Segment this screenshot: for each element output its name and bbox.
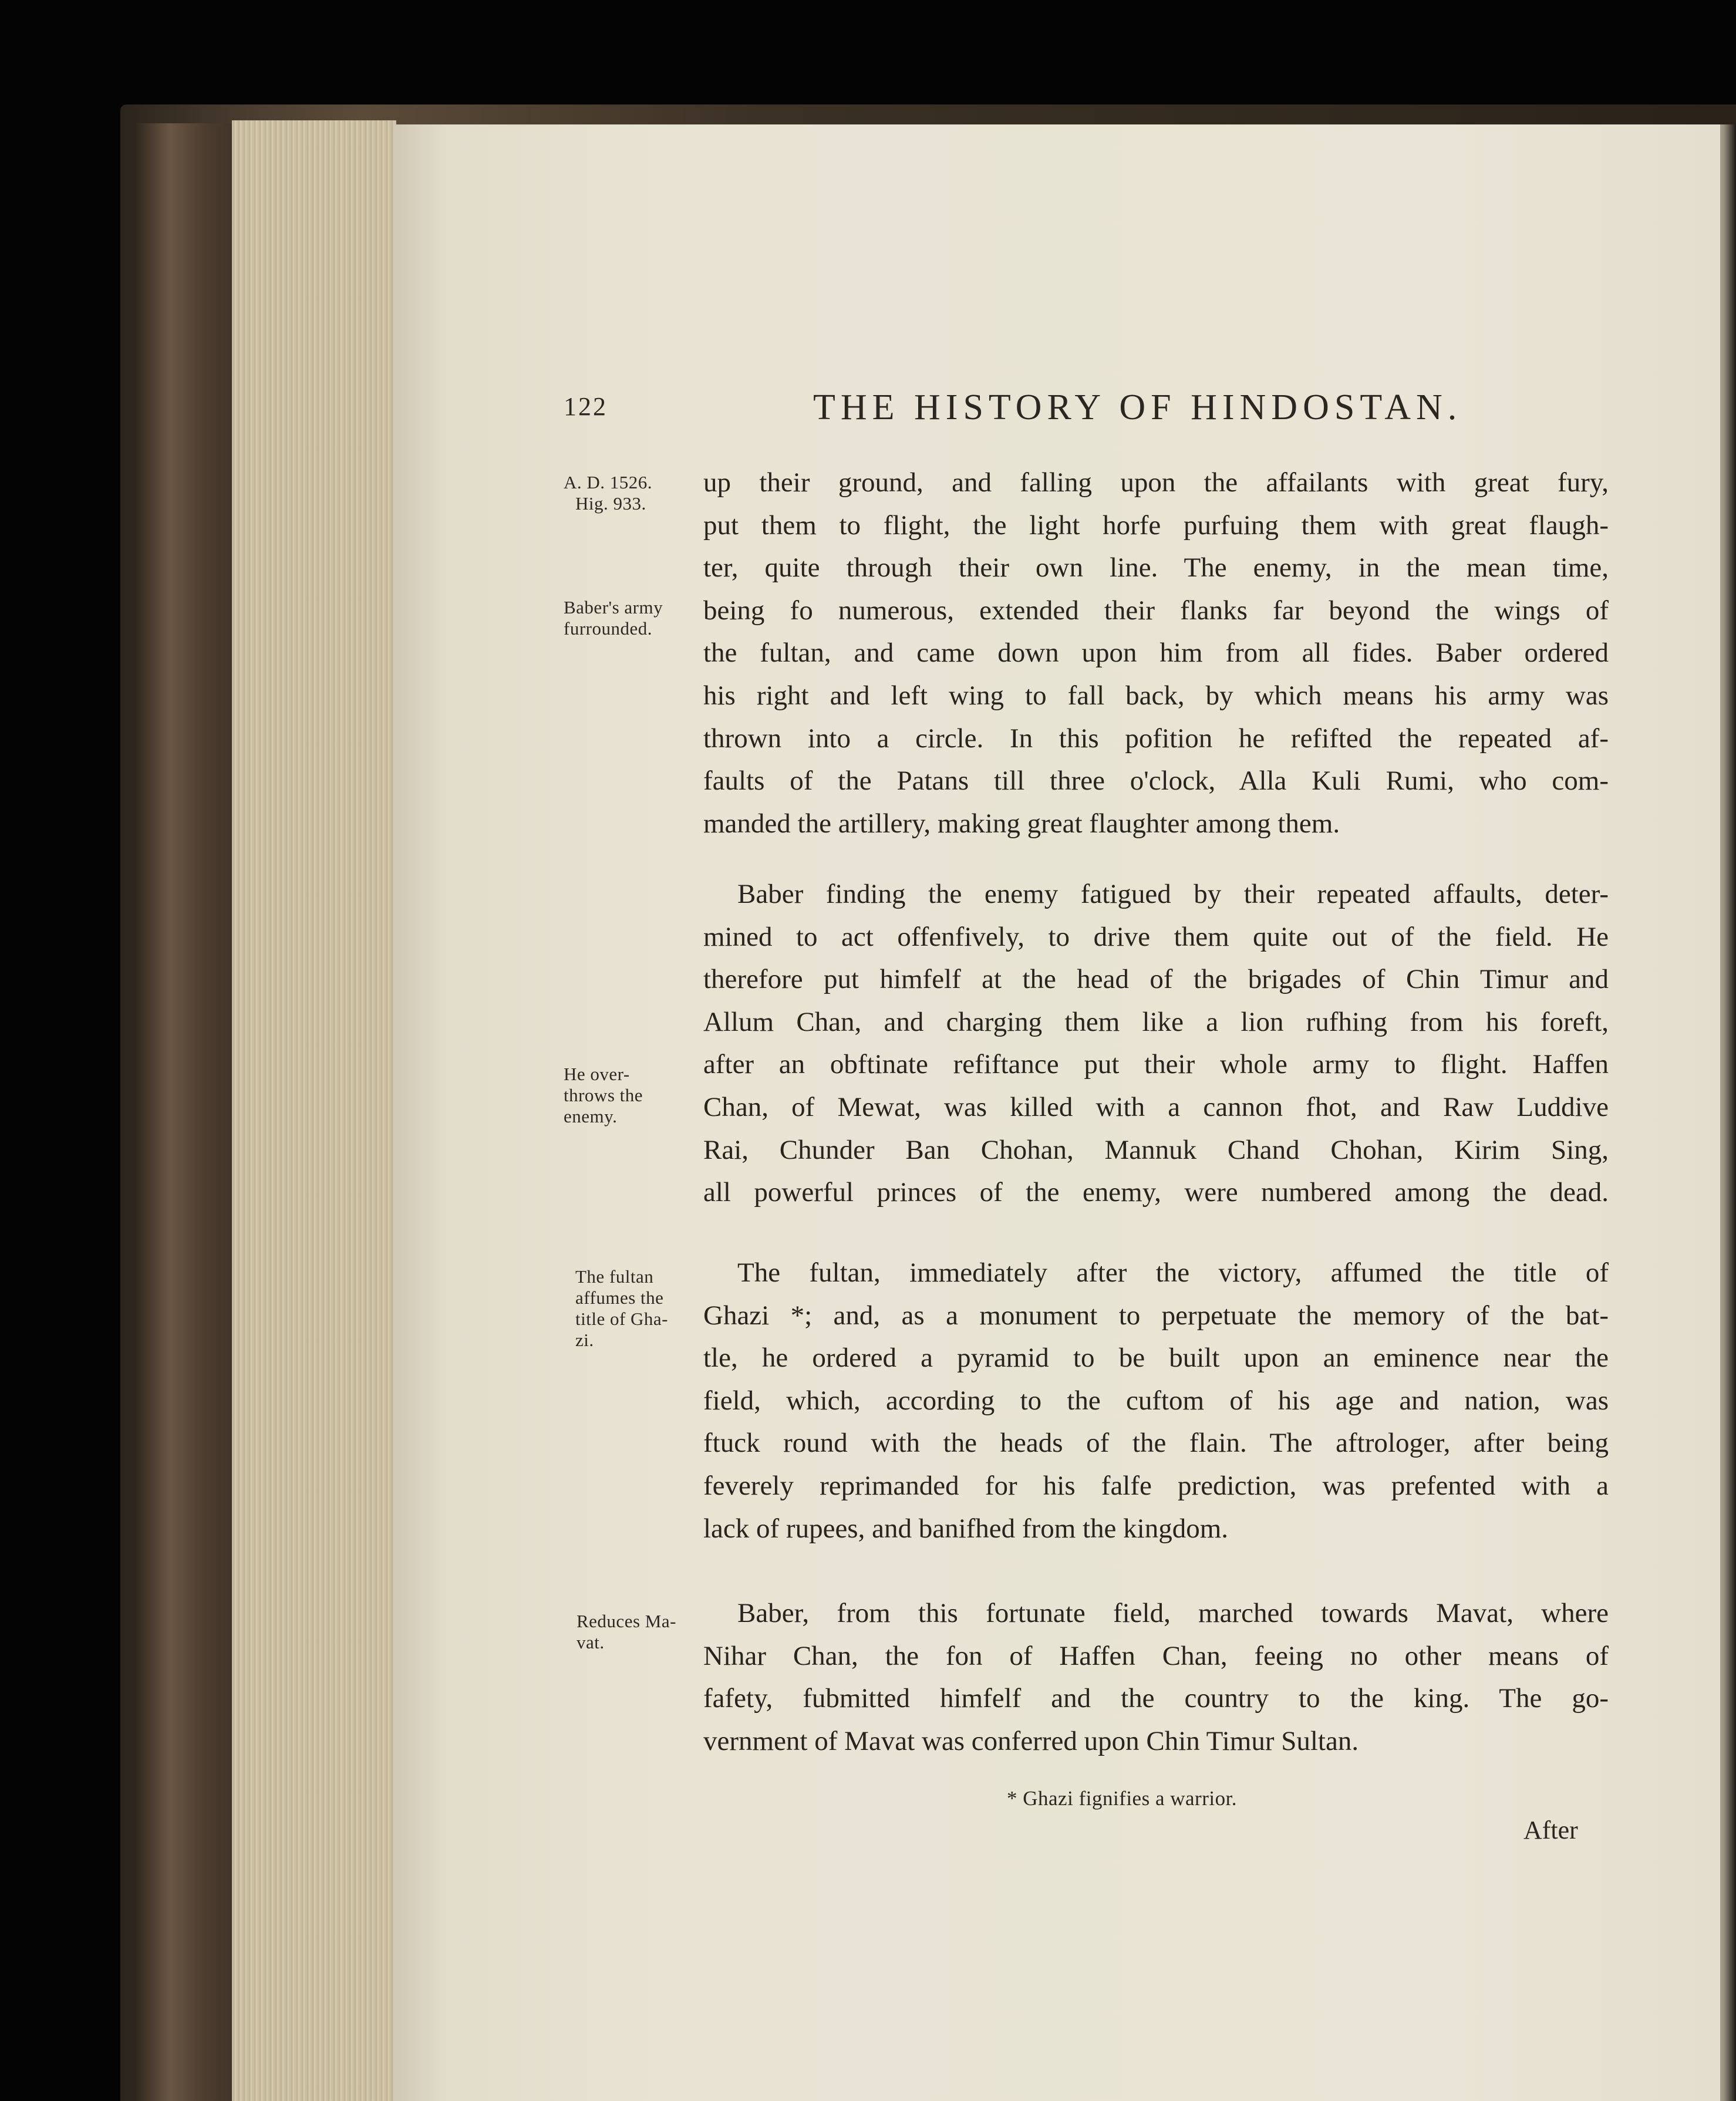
- text-line: Ghazi *; and, as a monument to perpetuate the memory of the bat-: [703, 1300, 1609, 1331]
- paragraph-1: [703, 461, 1609, 845]
- margin-note-line: title of Gha-: [575, 1309, 669, 1329]
- page-number: 122: [564, 392, 608, 421]
- footnote: * Ghazi fignifies a warrior.: [1007, 1787, 1238, 1810]
- text-line: lack of rupees, and banifhed from the kingdom.: [703, 1513, 1229, 1544]
- text-line: thrown into a circle. In this pofition he refifted the repeated af-: [703, 723, 1609, 754]
- margin-date-ad: A. D. 1526.: [564, 472, 653, 493]
- margin-note-date: [564, 472, 699, 514]
- catchword: After: [1523, 1816, 1578, 1844]
- text-line: Nihar Chan, the fon of Haffen Chan, feeing no other means of: [703, 1640, 1609, 1671]
- text-line: vernment of Mavat was conferred upon Chin Timur Sultan.: [703, 1725, 1359, 1756]
- margin-note-line: throws the: [564, 1085, 643, 1105]
- text-line: manded the artillery, making great flaughter among them.: [703, 808, 1340, 839]
- text-line: all powerful princes of the enemy, were numbered among the dead.: [703, 1177, 1609, 1208]
- margin-note-line: affumes the: [575, 1287, 664, 1308]
- paragraph-3: [703, 1252, 1609, 1550]
- margin-note-line: enemy.: [564, 1106, 618, 1127]
- margin-note-line: Reduces Ma-: [577, 1611, 676, 1631]
- text-line: the fultan, and came down upon him from all fides. Baber ordered: [703, 638, 1609, 669]
- text-line: his right and left wing to fall back, by which means his army was: [703, 680, 1609, 711]
- paragraph-4: [703, 1592, 1609, 1762]
- margin-note-line: furrounded.: [564, 618, 652, 639]
- text-line: after an obftinate refiftance put their whole army to flight. Haffen: [703, 1049, 1609, 1080]
- text-line: being fo numerous, extended their flanks far beyond the wings of: [703, 595, 1609, 626]
- margin-note-line: The fultan: [575, 1266, 654, 1287]
- text-line: put them to flight, the light horfe purfuing them with great flaugh-: [703, 510, 1609, 541]
- margin-note-overthrows: [564, 1064, 699, 1127]
- margin-note-line: Baber's army: [564, 597, 663, 618]
- text-line: mined to act offenfively, to drive them quite out of the field. He: [703, 921, 1609, 952]
- text-line: fafety, fubmitted himfelf and the country to the king. The go-: [703, 1683, 1609, 1714]
- text-line: Allum Chan, and charging them like a lion rufhing from his foreft,: [703, 1006, 1609, 1037]
- text-line: tle, he ordered a pyramid to be built upon an eminence near the: [703, 1343, 1609, 1374]
- margin-note-army-surrounded: [564, 597, 699, 639]
- text-line: The fultan, immediately after the victory, affumed the title of: [737, 1257, 1609, 1288]
- margin-note-reduces-mavat: [577, 1611, 712, 1653]
- margin-note-line: He over-: [564, 1064, 630, 1084]
- text-line: ftuck round with the heads of the flain. The aftrologer, after being: [703, 1428, 1609, 1459]
- running-title: THE HISTORY OF HINDOSTAN.: [813, 387, 1462, 427]
- text-line: therefore put himfelf at the head of the brigades of Chin Timur and: [703, 964, 1609, 995]
- margin-date-hig: Hig. 933.: [575, 493, 646, 514]
- text-line: Baber finding the enemy fatigued by their repeated affaults, deter-: [737, 879, 1609, 909]
- text-line: Rai, Chunder Ban Chohan, Mannuk Chand Chohan, Kirim Sing,: [703, 1134, 1609, 1165]
- paragraph-2: [703, 873, 1609, 1214]
- page-header: [564, 387, 1667, 444]
- text-line: faults of the Patans till three o'clock, Alla Kuli Rumi, who com-: [703, 765, 1609, 797]
- text-line: up their ground, and falling upon the affailants with great fury,: [703, 467, 1609, 498]
- margin-note-title-ghazi: [575, 1266, 710, 1351]
- text-line: Chan, of Mewat, was killed with a cannon fhot, and Raw Luddive: [703, 1091, 1609, 1122]
- book-page: [393, 124, 1720, 2101]
- text-line: feverely reprimanded for his falfe prediction, was prefented with a: [703, 1470, 1609, 1501]
- text-line: field, which, according to the cuftom of his age and nation, was: [703, 1385, 1609, 1416]
- text-line: ter, quite through their own line. The enemy, in the mean time,: [703, 552, 1609, 584]
- margin-note-line: vat.: [577, 1632, 605, 1653]
- page-edges: [232, 120, 396, 2101]
- text-line: Baber, from this fortunate field, marched towards Mavat, where: [737, 1598, 1609, 1628]
- margin-note-line: zi.: [575, 1330, 594, 1350]
